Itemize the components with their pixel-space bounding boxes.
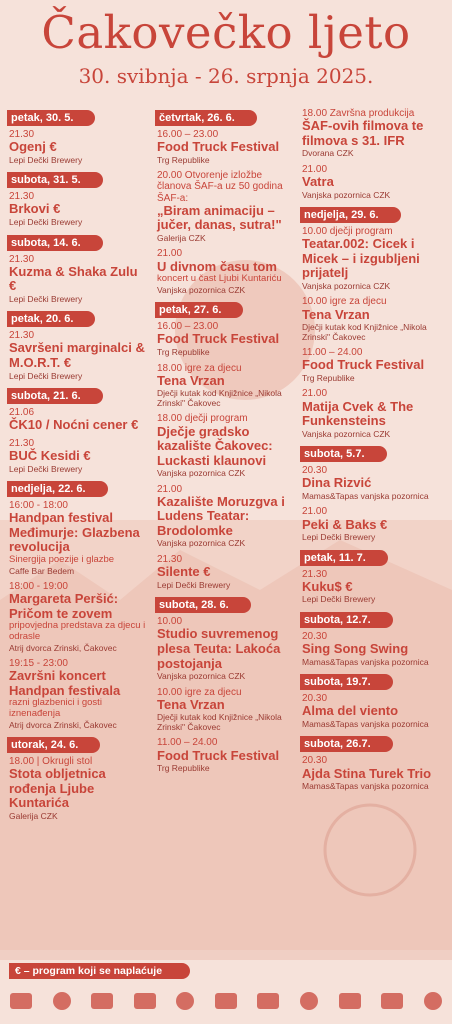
sponsor-logo-10 — [381, 993, 403, 1009]
event-item — [9, 254, 147, 305]
event-time: 10.00 dječji program — [302, 226, 393, 238]
sponsor-logo-1 — [10, 993, 32, 1009]
event-time: 21.00 — [302, 163, 328, 175]
event-note: razni glazbenici i gosti iznenađenja — [9, 697, 102, 719]
event-venue: Vanjska pozornica CZK — [302, 428, 391, 439]
date-range: 30. svibnja - 26. srpnja 2025. — [78, 64, 374, 88]
event-venue: Trg Republike — [157, 763, 210, 774]
event-item — [302, 755, 450, 791]
sponsor-logo-4 — [134, 993, 156, 1009]
event-item — [302, 296, 450, 342]
date-header: petak, 30. 5. — [7, 110, 95, 126]
event-time: 20.00 Otvorenje izložbe članova ŠAF-a uz 50 godina ŠAF-a: — [157, 170, 283, 204]
date-header: subota, 14. 6. — [7, 235, 103, 251]
event-name: Food Truck Festival — [302, 357, 425, 373]
sponsor-logo-7 — [257, 993, 279, 1009]
event-time: 10.00 igre za djecu — [302, 296, 387, 308]
event-time: 18.00 | Okrugli stol — [9, 756, 93, 768]
event-item — [9, 407, 147, 433]
event-time: 11.00 – 24.00 — [302, 347, 363, 359]
event-venue: Caffe Bar Bedem — [9, 565, 75, 576]
event-venue: Lepi Dečki Brewery — [302, 532, 376, 543]
event-item — [302, 569, 450, 605]
event-item — [302, 465, 450, 501]
event-item — [302, 631, 450, 667]
event-venue: Vanjska pozornica CZK — [157, 284, 246, 295]
event-time: 21.00 — [157, 248, 183, 260]
event-venue: Trg Republike — [157, 347, 210, 358]
sponsor-logo-11 — [424, 992, 442, 1010]
event-time: 19:15 - 23:00 — [9, 658, 68, 670]
event-name: Brkovi € — [9, 201, 61, 217]
date-header: utorak, 24. 6. — [7, 737, 100, 753]
event-venue: Vanjska pozornica CZK — [157, 671, 246, 682]
event-venue: Mamas&Tapas vanjska pozornica — [302, 781, 429, 792]
schedule-column-2 — [157, 108, 297, 779]
event-time: 18.00 dječji program — [157, 413, 248, 425]
sponsor-logo-3 — [91, 993, 113, 1009]
event-name: Vatra — [302, 173, 334, 189]
event-venue: Lepi Dečki Brewery — [9, 463, 83, 474]
event-name: „Biram animaciju – jučer, danas, sutra!" — [157, 202, 282, 233]
event-venue: Vanjska pozornica CZK — [157, 468, 246, 479]
event-item — [302, 108, 450, 159]
event-item — [302, 693, 450, 729]
event-venue: Dječji kutak kod Knjižnice „Nikola Zrinski" Čakovec — [302, 322, 427, 342]
event-item — [302, 226, 450, 291]
event-time: 21.30 — [157, 554, 183, 565]
event-venue: Vanjska pozornica CZK — [302, 280, 391, 291]
event-item — [9, 756, 147, 821]
event-name: U divnom času tom — [157, 258, 277, 274]
event-venue: Mamas&Tapas vanjska pozornica — [302, 490, 429, 501]
event-venue: Lepi Dečki Brewery — [157, 579, 231, 590]
event-name: Stota obljetnica rođenja Ljube Kuntarića — [9, 766, 106, 811]
event-time: 10.00 igre za djecu — [157, 686, 242, 698]
event-venue: Lepi Dečki Brewery — [9, 370, 83, 381]
event-name: Ajda Stina Turek Trio — [302, 765, 432, 781]
date-header: petak, 27. 6. — [155, 302, 243, 318]
event-time: 18:00 - 19:00 — [9, 581, 68, 593]
event-item — [157, 554, 297, 590]
date-header: subota, 12.7. — [300, 612, 393, 628]
paid-program-legend: € – program koji se naplaćuje — [9, 963, 190, 979]
event-item — [157, 484, 297, 549]
event-venue: Mamas&Tapas vanjska pozornica — [302, 656, 429, 667]
event-venue: Dječji kutak kod Knjižnice „Nikola Zrinski" Čakovec — [157, 388, 282, 408]
date-header: subota, 31. 5. — [7, 172, 103, 188]
event-name: Tena Vrzan — [302, 306, 370, 322]
event-time: 21.30 — [9, 191, 35, 203]
sponsor-logo-8 — [300, 992, 318, 1010]
event-item — [157, 170, 297, 243]
event-item — [157, 129, 297, 165]
event-venue: Galerija CZK — [9, 810, 58, 821]
date-header: subota, 19.7. — [300, 674, 393, 690]
event-time: 16.00 – 23.00 — [157, 321, 219, 333]
sponsor-logos — [0, 986, 452, 1016]
event-time: 21.00 — [302, 506, 328, 518]
event-venue: Lepi Dečki Brewery — [9, 293, 83, 304]
schedule-column-1 — [9, 108, 147, 826]
event-item — [9, 438, 147, 474]
event-name: Tena Vrzan — [157, 372, 225, 388]
event-item — [157, 248, 297, 295]
event-note: pripovjedna predstava za djecu i odrasle — [9, 620, 146, 642]
event-venue: Vanjska pozornica CZK — [302, 189, 391, 200]
event-time: 10.00 — [157, 616, 183, 628]
date-header: nedjelja, 22. 6. — [7, 481, 108, 497]
event-item — [9, 129, 147, 165]
event-time: 21.30 — [9, 253, 35, 265]
event-name: Food Truck Festival — [157, 139, 280, 155]
event-item — [302, 347, 450, 383]
event-name: Završni koncert Handpan festivala — [9, 668, 121, 698]
event-item — [157, 737, 297, 773]
event-name: Ogenj € — [9, 139, 57, 155]
date-header: subota, 5.7. — [300, 446, 387, 462]
event-time: 21.30 — [9, 330, 35, 342]
event-name: Handpan festival Međimurje: Glazbena revolucija — [9, 510, 140, 555]
event-time: 18.00 Završna produkcija — [302, 108, 415, 119]
event-item — [9, 658, 147, 730]
event-venue: Lepi Dečki Brewery — [9, 216, 83, 227]
event-time: 20.30 — [302, 465, 328, 477]
event-item — [302, 164, 450, 200]
date-header: subota, 28. 6. — [155, 597, 251, 613]
event-time: 21.06 — [9, 407, 35, 419]
event-name: ČK10 / Noćni cener € — [9, 417, 139, 433]
event-name: Tena Vrzan — [157, 696, 225, 712]
event-venue: Trg Republike — [302, 372, 355, 383]
event-venue: Atrij dvorca Zrinski, Čakovec — [9, 719, 117, 730]
event-item — [302, 388, 450, 439]
event-item — [302, 506, 450, 542]
event-item — [9, 330, 147, 381]
event-item — [157, 616, 297, 681]
event-name: Margareta Peršić: Pričom te zovem — [9, 591, 119, 621]
event-venue: Mamas&Tapas vanjska pozornica — [302, 718, 429, 729]
event-note: Sinergija poezije i glazbe — [9, 553, 115, 565]
event-venue: Dvorana CZK — [302, 148, 354, 159]
event-name: Dječje gradsko kazalište Čakovec: Luckasti klaunovi — [157, 423, 273, 468]
event-time: 21.00 — [302, 388, 328, 400]
event-time: 21.30 — [9, 129, 35, 140]
event-item — [157, 413, 297, 478]
event-venue: Vanjska pozornica CZK — [157, 538, 246, 549]
event-name: Kuku$ € — [302, 578, 353, 594]
event-item — [157, 321, 297, 357]
event-name: Studio suvremenog plesa Teuta: Lakoća postojanja — [157, 626, 281, 671]
date-header: petak, 20. 6. — [7, 311, 95, 327]
sponsor-logo-6 — [215, 993, 237, 1009]
date-header: petak, 11. 7. — [300, 550, 388, 566]
event-time: 18.00 igre za djecu — [157, 362, 242, 374]
event-time: 21.00 — [157, 483, 183, 495]
event-venue: Galerija CZK — [157, 232, 206, 243]
event-item — [9, 500, 147, 576]
event-name: Silente € — [157, 564, 211, 580]
event-venue: Atrij dvorca Zrinski, Čakovec — [9, 642, 117, 653]
event-item — [157, 687, 297, 733]
event-name: Food Truck Festival — [157, 747, 280, 763]
event-venue: Trg Republike — [157, 154, 210, 165]
event-item — [9, 581, 147, 653]
sponsor-logo-9 — [339, 993, 361, 1009]
event-name: Teatar.002: Cicek i Micek – i izgubljeni prijatelj — [302, 236, 420, 281]
event-name: Matija Cvek & The Funkensteins — [302, 398, 414, 429]
event-name: Dina Rizvić — [302, 475, 372, 491]
date-header: četvrtak, 26. 6. — [155, 110, 257, 126]
event-venue: Lepi Dečki Brewery — [9, 154, 83, 165]
date-header: subota, 21. 6. — [7, 388, 103, 404]
page-title: Čakovečko ljeto — [41, 6, 411, 59]
event-time: 20.30 — [302, 693, 328, 705]
event-name: ŠAF-ovih filmova te filmova s 31. IFR — [302, 118, 424, 148]
event-note: koncert u čast Ljubi Kuntariću — [157, 273, 282, 285]
event-name: BUČ Kesidi € — [9, 448, 91, 464]
event-time: 20.30 — [302, 755, 328, 767]
event-time: 21.30 — [302, 568, 328, 580]
event-time: 16.00 – 23.00 — [157, 129, 219, 140]
event-time: 20.30 — [302, 630, 328, 642]
event-name: Peki & Baks € — [302, 516, 388, 532]
date-header: nedjelja, 29. 6. — [300, 207, 401, 223]
event-venue: Dječji kutak kod Knjižnice „Nikola Zrinski" Čakovec — [157, 712, 282, 732]
event-name: Kazalište Moruzgva i Ludens Teatar: Brodolomke — [157, 493, 285, 538]
event-time: 16:00 - 18:00 — [9, 500, 68, 512]
date-header: subota, 26.7. — [300, 736, 393, 752]
event-name: Kuzma & Shaka Zulu € — [9, 263, 138, 294]
event-item — [9, 191, 147, 227]
schedule-column-3 — [302, 108, 450, 797]
event-time: 11.00 – 24.00 — [157, 737, 218, 749]
event-name: Sing Song Swing — [302, 641, 409, 657]
sponsor-logo-2 — [53, 992, 71, 1010]
event-name: Savršeni marginalci & M.O.R.T. € — [9, 340, 145, 371]
event-name: Alma del viento — [302, 703, 399, 719]
event-venue: Lepi Dečki Brewery — [302, 594, 376, 605]
event-time: 21.30 — [9, 437, 35, 449]
event-name: Food Truck Festival — [157, 331, 280, 347]
sponsor-logo-5 — [176, 992, 194, 1010]
event-item — [157, 363, 297, 409]
